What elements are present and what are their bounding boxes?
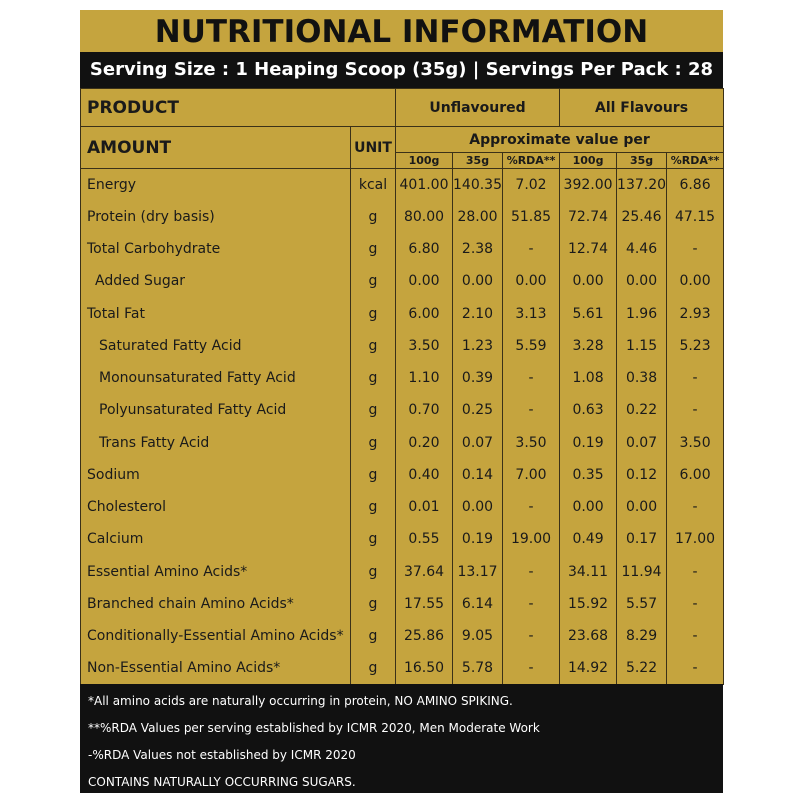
nutrient-name: Essential Amino Acids* <box>81 556 351 588</box>
nutrient-value: - <box>667 588 724 620</box>
nutrient-value: 0.00 <box>453 491 503 523</box>
nutrient-name: Non-Essential Amino Acids* <box>81 652 351 684</box>
nutrient-value: 16.50 <box>396 652 453 684</box>
nutrient-value: 51.85 <box>503 201 560 233</box>
nutrient-row <box>81 620 724 652</box>
unflavoured-header: Unflavoured <box>396 89 560 127</box>
nutrient-unit: g <box>351 556 396 588</box>
nutrient-row <box>81 588 724 620</box>
nutrient-value: 1.08 <box>560 362 617 394</box>
nutrient-value: 0.01 <box>396 491 453 523</box>
product-header: PRODUCT <box>81 89 396 127</box>
nutrient-value: 5.59 <box>503 330 560 362</box>
nutrient-value: - <box>503 394 560 426</box>
nutrient-unit: g <box>351 394 396 426</box>
nutrient-value: 12.74 <box>560 233 617 265</box>
footnote: CONTAINS NATURALLY OCCURRING SUGARS. <box>88 775 356 789</box>
nutrient-value: 9.05 <box>453 620 503 652</box>
nutrient-value: - <box>503 620 560 652</box>
footnotes <box>80 684 723 793</box>
nutrient-name: Protein (dry basis) <box>81 201 351 233</box>
nutrient-name: Saturated Fatty Acid <box>81 330 351 362</box>
nutrient-value: 25.46 <box>617 201 667 233</box>
nutrient-value: - <box>667 394 724 426</box>
nutrient-row <box>81 652 724 684</box>
nutrient-name: Energy <box>81 169 351 201</box>
nutrient-value: 1.15 <box>617 330 667 362</box>
nutrient-name: Calcium <box>81 523 351 555</box>
nutrient-value: 3.28 <box>560 330 617 362</box>
nutrient-row <box>81 233 724 265</box>
nutrient-value: 5.61 <box>560 298 617 330</box>
nutrient-value: 0.19 <box>560 427 617 459</box>
nutrient-value: - <box>503 652 560 684</box>
nutrient-value: 28.00 <box>453 201 503 233</box>
nutrition-rows <box>81 169 724 685</box>
nutrient-value: 6.14 <box>453 588 503 620</box>
nutrient-unit: g <box>351 620 396 652</box>
nutrient-row <box>81 394 724 426</box>
nutrient-value: 2.38 <box>453 233 503 265</box>
sub-header: 100g <box>560 153 617 169</box>
sub-header: 35g <box>453 153 503 169</box>
nutrient-value: - <box>667 620 724 652</box>
nutrient-value: 392.00 <box>560 169 617 201</box>
nutrient-value: 0.63 <box>560 394 617 426</box>
nutrient-row <box>81 459 724 491</box>
nutrient-value: 2.10 <box>453 298 503 330</box>
nutrient-row <box>81 201 724 233</box>
all-flavours-header: All Flavours <box>560 89 724 127</box>
nutrient-value: 3.13 <box>503 298 560 330</box>
nutrient-name: Trans Fatty Acid <box>81 427 351 459</box>
approx-header: Approximate value per <box>396 127 724 153</box>
nutrient-value: 0.07 <box>617 427 667 459</box>
nutrient-value: 13.17 <box>453 556 503 588</box>
nutrient-unit: g <box>351 588 396 620</box>
nutrient-value: 0.14 <box>453 459 503 491</box>
nutrient-value: 19.00 <box>503 523 560 555</box>
nutrient-value: 3.50 <box>503 427 560 459</box>
nutrient-value: 1.10 <box>396 362 453 394</box>
nutrient-value: 37.64 <box>396 556 453 588</box>
nutrient-value: 0.20 <box>396 427 453 459</box>
nutrient-value: - <box>503 233 560 265</box>
nutrient-value: - <box>503 491 560 523</box>
nutrient-name: Added Sugar <box>81 265 351 297</box>
nutrient-value: - <box>667 556 724 588</box>
nutrient-value: 25.86 <box>396 620 453 652</box>
nutrient-value: 0.40 <box>396 459 453 491</box>
nutrition-panel <box>80 10 723 793</box>
nutrient-name: Branched chain Amino Acids* <box>81 588 351 620</box>
nutrient-value: 5.57 <box>617 588 667 620</box>
nutrient-value: 4.46 <box>617 233 667 265</box>
nutrient-value: 0.00 <box>503 265 560 297</box>
panel-title: NUTRITIONAL INFORMATION <box>154 14 649 50</box>
nutrient-value: 0.49 <box>560 523 617 555</box>
nutrient-value: - <box>667 233 724 265</box>
nutrient-value: 140.35 <box>453 169 503 201</box>
nutrient-value: 0.00 <box>667 265 724 297</box>
serving-bar: Serving Size : 1 Heaping Scoop (35g) | Servings Per Pack : 28 <box>80 52 723 88</box>
nutrient-name: Total Carbohydrate <box>81 233 351 265</box>
nutrient-value: - <box>503 556 560 588</box>
nutrient-value: 0.17 <box>617 523 667 555</box>
nutrient-value: - <box>667 652 724 684</box>
nutrient-row <box>81 427 724 459</box>
nutrient-value: 14.92 <box>560 652 617 684</box>
nutrient-row <box>81 523 724 555</box>
nutrient-value: 8.29 <box>617 620 667 652</box>
nutrient-value: 0.35 <box>560 459 617 491</box>
nutrient-value: 7.00 <box>503 459 560 491</box>
nutrient-row <box>81 265 724 297</box>
nutrient-unit: g <box>351 265 396 297</box>
nutrient-row <box>81 169 724 201</box>
nutrient-value: 2.93 <box>667 298 724 330</box>
nutrient-value: 6.86 <box>667 169 724 201</box>
nutrient-value: 34.11 <box>560 556 617 588</box>
unit-header: UNIT <box>351 127 396 169</box>
nutrient-row <box>81 556 724 588</box>
nutrient-value: 0.39 <box>453 362 503 394</box>
nutrient-value: 6.80 <box>396 233 453 265</box>
nutrient-unit: g <box>351 201 396 233</box>
nutrient-value: 17.00 <box>667 523 724 555</box>
nutrient-unit: kcal <box>351 169 396 201</box>
nutrient-name: Sodium <box>81 459 351 491</box>
amount-header: AMOUNT <box>81 127 351 169</box>
nutrient-value: 80.00 <box>396 201 453 233</box>
nutrient-value: 0.25 <box>453 394 503 426</box>
nutrient-value: 11.94 <box>617 556 667 588</box>
nutrient-value: 3.50 <box>667 427 724 459</box>
nutrient-value: 0.00 <box>396 265 453 297</box>
nutrient-value: 5.23 <box>667 330 724 362</box>
footnote: *All amino acids are naturally occurring in protein, NO AMINO SPIKING. <box>88 694 513 708</box>
nutrient-row <box>81 491 724 523</box>
nutrition-table <box>80 88 724 685</box>
nutrient-value: 7.02 <box>503 169 560 201</box>
nutrient-row <box>81 330 724 362</box>
nutrient-value: 0.12 <box>617 459 667 491</box>
nutrient-value: - <box>503 588 560 620</box>
nutrient-unit: g <box>351 523 396 555</box>
nutrient-value: 0.00 <box>453 265 503 297</box>
nutrient-name: Conditionally-Essential Amino Acids* <box>81 620 351 652</box>
nutrient-value: 23.68 <box>560 620 617 652</box>
nutrient-value: 0.70 <box>396 394 453 426</box>
nutrient-name: Polyunsaturated Fatty Acid <box>81 394 351 426</box>
footnote: **%RDA Values per serving established by ICMR 2020, Men Moderate Work <box>88 721 540 735</box>
nutrient-value: 5.78 <box>453 652 503 684</box>
nutrient-unit: g <box>351 362 396 394</box>
nutrient-name: Total Fat <box>81 298 351 330</box>
nutrient-value: 0.19 <box>453 523 503 555</box>
nutrient-value: 15.92 <box>560 588 617 620</box>
nutrient-unit: g <box>351 459 396 491</box>
nutrient-row <box>81 362 724 394</box>
nutrient-value: 47.15 <box>667 201 724 233</box>
nutrient-value: 6.00 <box>396 298 453 330</box>
nutrient-value: 0.00 <box>617 265 667 297</box>
nutrient-name: Monounsaturated Fatty Acid <box>81 362 351 394</box>
nutrient-value: 6.00 <box>667 459 724 491</box>
nutrient-value: 5.22 <box>617 652 667 684</box>
nutrient-value: 0.00 <box>560 265 617 297</box>
nutrient-value: 0.00 <box>617 491 667 523</box>
nutrient-value: 1.23 <box>453 330 503 362</box>
nutrient-row <box>81 298 724 330</box>
nutrient-value: 72.74 <box>560 201 617 233</box>
nutrient-unit: g <box>351 491 396 523</box>
nutrient-unit: g <box>351 233 396 265</box>
nutrient-value: 0.38 <box>617 362 667 394</box>
nutrient-value: 0.00 <box>560 491 617 523</box>
nutrient-unit: g <box>351 427 396 459</box>
nutrient-unit: g <box>351 298 396 330</box>
sub-header: %RDA** <box>503 153 560 169</box>
nutrient-value: 1.96 <box>617 298 667 330</box>
nutrient-unit: g <box>351 652 396 684</box>
nutrient-value: 3.50 <box>396 330 453 362</box>
nutrient-value: - <box>503 362 560 394</box>
sub-header: %RDA** <box>667 153 724 169</box>
nutrient-value: 137.20 <box>617 169 667 201</box>
sub-header: 100g <box>396 153 453 169</box>
nutrient-value: 17.55 <box>396 588 453 620</box>
nutrient-unit: g <box>351 330 396 362</box>
nutrient-value: 0.55 <box>396 523 453 555</box>
sub-header: 35g <box>617 153 667 169</box>
nutrient-value: - <box>667 362 724 394</box>
nutrient-value: 0.07 <box>453 427 503 459</box>
nutrient-value: 401.00 <box>396 169 453 201</box>
nutrient-name: Cholesterol <box>81 491 351 523</box>
footnote: -%RDA Values not established by ICMR 2020 <box>88 748 356 762</box>
nutrient-value: 0.22 <box>617 394 667 426</box>
nutrient-value: - <box>667 491 724 523</box>
